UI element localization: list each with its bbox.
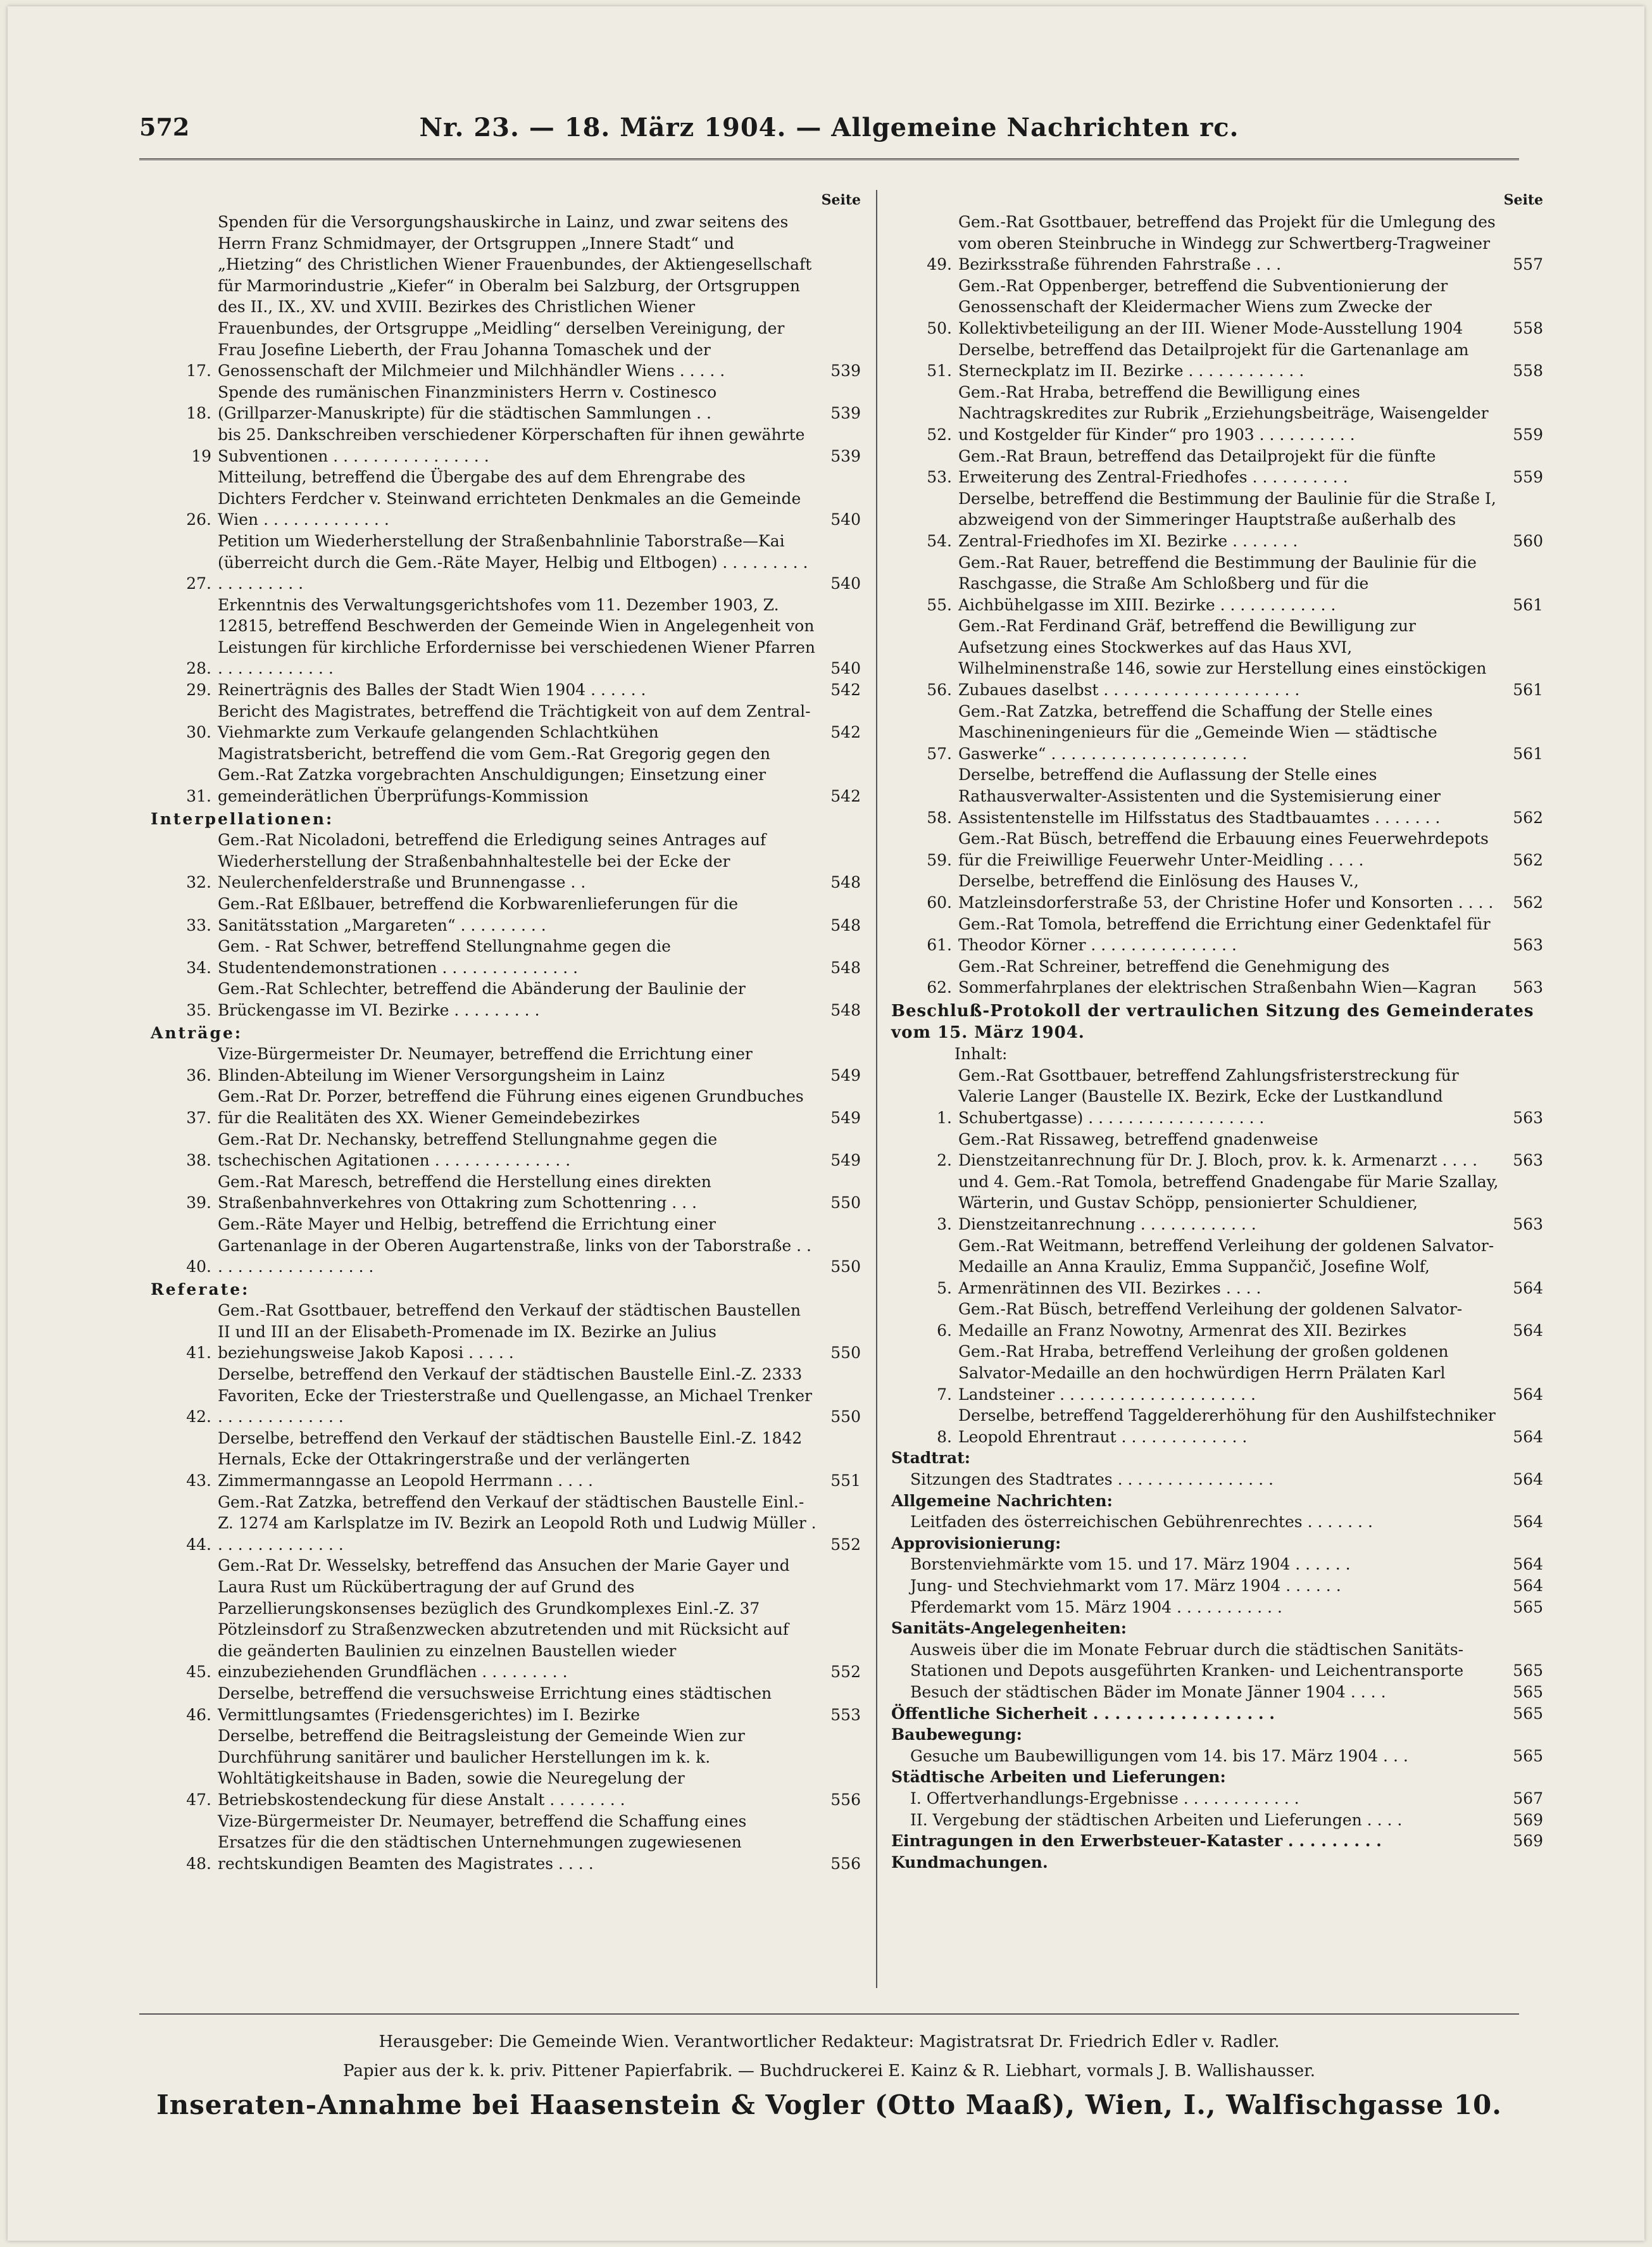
protocol-heading: Beschluß-Protokoll der vertraulichen Sitzung des Gemeinderates vom 15. März 1904. <box>891 1001 1534 1042</box>
index-entry <box>151 531 861 595</box>
entry-text: Gem. - Rat Schwer, betreffend Stellungnahme gegen die Studentendemonstrationen . . . . . . . . . . . . . . <box>218 937 671 977</box>
entry-page: 565 <box>1513 1661 1543 1680</box>
entry-page: 565 <box>1513 1597 1543 1616</box>
entry-page: 563 <box>1513 936 1543 955</box>
index-entry <box>891 701 1543 765</box>
entry-page: 558 <box>1513 362 1543 381</box>
entry-page: 562 <box>1513 893 1543 912</box>
subsection-heading: Approvisionierung: <box>891 1533 1061 1552</box>
entry-text: Derselbe, betreffend den Verkauf der städtischen Baustelle Einl.-Z. 1842 Hernals, Ecke der Ottakringerstraße und der verlängerten Zimmermanngasse an Leopold Herrmann . . . . <box>218 1428 803 1490</box>
index-entry <box>891 339 1543 382</box>
entry-page: 540 <box>830 510 861 529</box>
subsection-heading-entry <box>891 1703 1543 1725</box>
subsection-entry <box>891 1746 1543 1767</box>
section-heading: Anträge: <box>151 1023 243 1042</box>
entry-number: 55. <box>927 595 952 614</box>
entry-page: 563 <box>1513 1151 1543 1170</box>
index-entry <box>151 1492 861 1556</box>
entry-number: 3. <box>937 1214 952 1233</box>
subsection-heading: Sanitäts-Angelegenheiten: <box>891 1619 1127 1638</box>
subsection-heading: Baubewegung: <box>891 1725 1022 1744</box>
entry-text: Derselbe, betreffend die Beitragsleistung der Gemeinde Wien zur Durchführung sanitärer und baulicher Herstellungen im k. k. Wohltätigkeitshause in Baden, sowie die Neuregelung der Betriebskostendeckung für diese Anstalt . . . . . . . . <box>218 1727 745 1809</box>
entry-page: 553 <box>830 1705 861 1724</box>
index-entry <box>891 1341 1543 1405</box>
entry-number: 42. <box>186 1407 211 1426</box>
entry-number: 58. <box>927 808 952 827</box>
entry-page: 563 <box>1513 1108 1543 1127</box>
entry-page: 567 <box>1513 1789 1543 1808</box>
entry-text: Gem.-Rat Zatzka, betreffend die Schaffung der Stelle eines Maschineningenieurs für die „Gemeinde Wien — städtische Gaswerke“ . . . . . . . . . . . . . . . . . . . . <box>958 702 1437 763</box>
entry-number: 35. <box>186 1000 211 1019</box>
index-entry <box>151 1555 861 1683</box>
entry-page: 561 <box>1513 744 1543 763</box>
entry-page: 548 <box>830 958 861 977</box>
entry-page: 540 <box>830 659 861 678</box>
index-entry <box>151 1129 861 1171</box>
entry-number: 43. <box>186 1471 211 1490</box>
entry-number: 29. <box>186 681 211 700</box>
entry-page: 552 <box>830 1535 861 1554</box>
entry-text: und 4. Gem.-Rat Tomola, betreffend Gnadengabe für Marie Szallay, Wärterin, und Gustav Schöpp, pensionierter Schuldiener, Dienstzeitanrechnung . . . . . . . . . . . . <box>958 1172 1499 1233</box>
subsection-heading: Stadtrat: <box>891 1449 970 1468</box>
footer-advertising: Inseraten-Annahme bei Haasenstein & Vogler (Otto Maaß), Wien, I., Walfischgasse 10. <box>156 2089 1502 2120</box>
entry-number: 49. <box>927 255 952 274</box>
entry-page: 564 <box>1513 1513 1543 1532</box>
index-entry <box>151 936 861 978</box>
index-entry <box>151 1428 861 1492</box>
entry-page: 560 <box>1513 531 1543 550</box>
entry-text: Gem.-Rat Tomola, betreffend die Errichtung einer Gedenktafel für Theodor Körner . . . . . . . . . . . . . . . <box>958 914 1491 955</box>
entry-text: Gem.-Räte Mayer und Helbig, betreffend die Errichtung einer Gartenanlage in der Oberen Augartenstraße, links von der Taborstraße . . . . . . . . . . . . . . . . . . <box>218 1214 811 1276</box>
entry-text: Gem.-Rat Eßlbauer, betreffend die Korbwarenlieferungen für die Sanitätsstation „Margareten“ . . . . . . . . . <box>218 895 738 935</box>
entry-text: Gem.-Rat Oppenberger, betreffend die Subventionierung der Genossenschaft der Kleidermacher Wiens zum Zwecke der Kollektivbeteiligung an der III. Wiener Mode-Ausstellung 1904 <box>958 276 1463 337</box>
section-heading: Referate: <box>151 1280 250 1299</box>
entry-text: Gem.-Rat Schlechter, betreffend die Abänderung der Baulinie der Brückengasse im VI. Bezirke . . . . . . . . . <box>218 979 746 1019</box>
index-entry <box>151 1043 861 1086</box>
entry-page: 550 <box>830 1257 861 1276</box>
entry-number: 45. <box>186 1663 211 1682</box>
entry-page: 564 <box>1513 1577 1543 1595</box>
entry-text: Leitfaden des österreichischen Gebührenrechtes . . . . . . . <box>910 1513 1373 1532</box>
index-entry <box>891 914 1543 956</box>
entry-text: Gem.-Rat Schreiner, betreffend die Genehmigung des Sommerfahrplanes der elektrischen Straßenbahn Wien—Kagran <box>958 957 1477 997</box>
entry-text: Derselbe, betreffend den Verkauf der städtischen Baustelle Einl.-Z. 2333 Favoriten, Ecke der Triesterstraße und Quellengasse, an Michael Trenker . . . . . . . . . . . . . <box>218 1365 812 1426</box>
entry-page: 559 <box>1513 468 1543 487</box>
entry-text: Vize-Bürgermeister Dr. Neumayer, betreffend die Schaffung eines Ersatzes für die den städtischen Unternehmungen zugewiesenen rechtskundigen Beamten des Magistrates . . . . <box>218 1811 747 1873</box>
entry-page: 563 <box>1513 978 1543 997</box>
index-entry <box>151 1725 861 1810</box>
entry-text: Gem.-Rat Dr. Porzer, betreffend die Führung eines eigenen Grundbuches für die Realitäten des XX. Wiener Gemeindebezirkes <box>218 1087 804 1127</box>
left-column <box>151 190 861 1874</box>
entry-text: Gesuche um Baubewilligungen vom 14. bis 17. März 1904 . . . <box>910 1746 1408 1765</box>
entry-text: Gem.-Rat Braun, betreffend das Detailprojekt für die fünfte Erweiterung des Zentral-Friedhofes . . . . . . . . . . <box>958 446 1436 487</box>
entry-text: Derselbe, betreffend die Bestimmung der Baulinie für die Straße I, abzweigend von der Simmeringer Hauptstraße außerhalb des Zentral-Friedhofes im XI. Bezirke . . . . . . . <box>958 489 1496 550</box>
index-entry <box>151 1086 861 1128</box>
entry-number: 17. <box>186 362 211 381</box>
entry-number: 37. <box>186 1108 211 1127</box>
contents-label: Inhalt: <box>954 1045 1008 1064</box>
entry-text: Gem.-Rat Dr. Nechansky, betreffend Stellungnahme gegen die tschechischen Agitationen . . . . . . . . . . . . . . <box>218 1130 718 1170</box>
entry-text: II. Vergebung der städtischen Arbeiten und Lieferungen . . . . <box>910 1810 1403 1829</box>
index-entry <box>151 743 861 807</box>
entry-number: 28. <box>186 659 211 678</box>
entry-text: Pferdemarkt vom 15. März 1904 . . . . . . . . . . . <box>910 1597 1282 1616</box>
entry-page: 564 <box>1513 1427 1543 1446</box>
index-entry <box>891 1065 1543 1129</box>
entry-text: Gem.-Rat Gsottbauer, betreffend Zahlungsfristerstreckung für Valerie Langer (Baustelle IX. Bezirk, Ecke der Lustkandlund Schubertgasse) . . . . . . . . . . . . . . . . . . <box>958 1066 1459 1127</box>
index-entry <box>891 211 1543 275</box>
entry-page: 564 <box>1513 1385 1543 1404</box>
entry-page: 564 <box>1513 1278 1543 1297</box>
index-entry <box>151 1683 861 1725</box>
entry-page: 561 <box>1513 595 1543 614</box>
entry-text: Gem.-Rat Büsch, betreffend Verleihung der goldenen Salvator-Medaille an Franz Nowotny, Armenrat des XII. Bezirkes <box>958 1300 1463 1340</box>
subsection-entry <box>891 1575 1543 1597</box>
entry-text: Derselbe, betreffend die versuchsweise Errichtung eines städtischen Vermittlungsamtes (Friedensgerichtes) im I. Bezirke <box>218 1684 772 1724</box>
entry-number: 62. <box>927 978 952 997</box>
entry-page: 563 <box>1513 1214 1543 1233</box>
entry-text: bis 25. Dankschreiben verschiedener Körperschaften für ihnen gewährte Subventionen . . . . . . . . . . . . . . . . <box>218 425 805 465</box>
entry-number: 57. <box>927 744 952 763</box>
entry-text: Sitzungen des Stadtrates . . . . . . . . . . . . . . . . <box>910 1470 1273 1489</box>
subsection-entry <box>891 1597 1543 1618</box>
index-entry <box>151 978 861 1021</box>
index-entry <box>151 893 861 936</box>
footer-rule <box>139 2013 1519 2015</box>
entry-number: 52. <box>927 425 952 444</box>
entry-page: 548 <box>830 873 861 892</box>
entry-text: I. Offertverhandlungs-Ergebnisse . . . . . . . . . . . . <box>910 1789 1299 1808</box>
entry-number: 8. <box>937 1427 952 1446</box>
entry-number: 54. <box>927 531 952 550</box>
entry-page: 539 <box>830 446 861 465</box>
index-entry <box>891 1235 1543 1299</box>
entry-text: Jung- und Stechviehmarkt vom 17. März 1904 . . . . . . <box>910 1577 1341 1595</box>
entry-page: 564 <box>1513 1321 1543 1340</box>
entry-number: 61. <box>927 936 952 955</box>
entry-number: 6. <box>937 1321 952 1340</box>
page-title: Nr. 23. — 18. März 1904. — Allgemeine Nachrichten rc. <box>419 113 1239 142</box>
entry-page: 569 <box>1513 1810 1543 1829</box>
index-entry <box>891 488 1543 552</box>
entry-text: Gem.-Rat Rauer, betreffend die Bestimmung der Baulinie für die Raschgasse, die Straße Am Schloßberg und für die Aichbühelgasse im XIII. Bezirke . . . . . . . . . . . . <box>958 553 1477 614</box>
entry-text: Petition um Wiederherstellung der Straßenbahnlinie Taborstraße—Kai (überreicht durch die Gem.-Räte Mayer, Helbig und Eltbogen) . . . . . . . . . . . . . . . . . . <box>218 531 808 593</box>
seite-label-right: Seite <box>1503 192 1543 208</box>
entry-number: 26. <box>186 510 211 529</box>
entry-number: 50. <box>927 318 952 337</box>
index-entry <box>151 1300 861 1364</box>
entry-number: 36. <box>186 1066 211 1085</box>
entry-page: 550 <box>830 1193 861 1212</box>
entry-text: Derselbe, betreffend Taggeldererhöhung für den Aushilfstechniker Leopold Ehrentraut . . . . . . . . . . . . . <box>958 1406 1496 1446</box>
entry-page: 548 <box>830 916 861 935</box>
page-number: 572 <box>139 113 190 141</box>
entry-text: Gem.-Rat Weitmann, betreffend Verleihung der goldenen Salvator-Medaille an Anna Krauliz, Emma Suppančič, Josefine Wolf, Armenrätinnen des VII. Bezirkes . . . . <box>958 1236 1494 1297</box>
entry-number: 39. <box>186 1193 211 1212</box>
index-entry <box>151 829 861 893</box>
entry-text: Derselbe, betreffend die Einlösung des Hauses V., Matzleinsdorferstraße 53, der Christine Hofer und Konsorten . . . . <box>958 872 1494 912</box>
entry-number: 27. <box>186 574 211 593</box>
entry-text: Vize-Bürgermeister Dr. Neumayer, betreffend die Errichtung einer Blinden-Abteilung im Wiener Versorgungsheim in Lainz <box>218 1045 753 1085</box>
entry-page: 549 <box>830 1066 861 1085</box>
entry-text: Magistratsbericht, betreffend die vom Gem.-Rat Gregorig gegen den Gem.-Rat Zatzka vorgebrachten Anschuldigungen; Einsetzung einer gemeinderätlichen Überprüfungs-Kommission <box>218 744 771 806</box>
subsection-entry <box>891 1639 1543 1682</box>
index-entry <box>151 679 861 701</box>
entry-number: 33. <box>186 916 211 935</box>
entry-text: Eintragungen in den Erwerbsteuer-Kataster . . . . . . . . . <box>891 1832 1382 1851</box>
index-entry <box>891 1405 1543 1447</box>
entry-page: 565 <box>1513 1704 1543 1723</box>
entry-text: Gem.-Rat Maresch, betreffend die Herstellung eines direkten Straßenbahnverkehres von Ottakring zum Schottenring . . . <box>218 1172 711 1212</box>
entry-text: Gem.-Rat Hraba, betreffend die Bewilligung eines Nachtragskredites zur Rubrik „Erziehungsbeiträge, Waisengelder und Kostgelder für Kinder“ pro 1903 . . . . . . . . . . <box>958 382 1489 444</box>
entry-text: Gem.-Rat Dr. Wesselsky, betreffend das Ansuchen der Marie Gayer und Laura Rust um Rückübertragung der auf Grund des Parzellierungskonsenses bezüglich des Grundkomplexes Einl.-Z. 37 Pötzleinsdorf zu Straßenzwecken abzutretenden und mit Rücksicht auf die geänderten Baulinien zu einzelnen Baustellen wieder einzubeziehenden Grundflächen . . . . . . . . . <box>218 1556 790 1682</box>
section-heading: Interpellationen: <box>151 809 334 828</box>
entry-page: 562 <box>1513 808 1543 827</box>
entry-text: Reinerträgnis des Balles der Stadt Wien 1904 . . . . . . <box>218 681 646 700</box>
entry-page: 539 <box>830 362 861 381</box>
entry-text: Derselbe, betreffend die Auflassung der Stelle eines Rathausverwalter-Assistenten und die Systemisierung einer Assistentenstelle im Hilfsstatus des Stadtbauamtes . . . . . . . <box>958 765 1441 827</box>
index-entry <box>151 211 861 382</box>
entry-number: 44. <box>186 1535 211 1554</box>
index-entry <box>891 615 1543 700</box>
entry-page: 542 <box>830 787 861 806</box>
entry-page: 556 <box>830 1854 861 1873</box>
entry-number: 46. <box>186 1705 211 1724</box>
entry-page: 565 <box>1513 1682 1543 1701</box>
entry-page: 565 <box>1513 1746 1543 1765</box>
index-entry <box>891 275 1543 339</box>
index-entry <box>891 828 1543 871</box>
entry-number: 7. <box>937 1385 952 1404</box>
subsection-heading-entry <box>891 1830 1543 1852</box>
index-entry <box>151 701 861 743</box>
subsection-entry <box>891 1788 1543 1810</box>
entry-page: 569 <box>1513 1832 1543 1851</box>
subsection-heading: Kundmachungen. <box>891 1853 1048 1872</box>
entry-page: 549 <box>830 1151 861 1170</box>
subsection-entry <box>891 1469 1543 1490</box>
entry-number: 60. <box>927 893 952 912</box>
header-rule <box>139 158 1519 165</box>
entry-page: 550 <box>830 1407 861 1426</box>
index-entry <box>151 382 861 424</box>
column-divider <box>876 190 877 1988</box>
index-entry <box>151 424 861 467</box>
entry-number: 56. <box>927 681 952 700</box>
entry-text: Gem.-Rat Zatzka, betreffend den Verkauf der städtischen Baustelle Einl.-Z. 1274 am Karlsplatze im IV. Bezirk an Leopold Roth und Ludwig Müller . . . . . . . . . . . . . . <box>218 1492 817 1554</box>
entry-page: 551 <box>830 1471 861 1490</box>
entry-text: Spende des rumänischen Finanzministers Herrn v. Costinesco (Grillparzer-Manuskripte) für die städtischen Sammlungen . . <box>218 382 717 423</box>
index-entry <box>151 1214 861 1278</box>
index-entry <box>891 446 1543 488</box>
entry-number: 32. <box>186 873 211 892</box>
entry-page: 564 <box>1513 1470 1543 1489</box>
entry-page: 562 <box>1513 850 1543 869</box>
entry-text: Gem.-Rat Nicoladoni, betreffend die Erledigung seines Antrages auf Wiederherstellung der Straßenbahnhaltestelle bei der Ecke der Neulerchenfelderstraße und Brunnengasse . . <box>218 831 767 892</box>
entry-text: Gem.-Rat Ferdinand Gräf, betreffend die Bewilligung zur Aufsetzung eines Stockwerkes auf das Haus XVI, Wilhelminenstraße 146, sowie zur Herstellung eines einstöckigen Zubaues daselbst . . . . . . . . . . . . . . . . . . . . <box>958 617 1487 700</box>
entry-number: 47. <box>186 1790 211 1809</box>
entry-number: 1. <box>937 1108 952 1127</box>
entry-page: 540 <box>830 574 861 593</box>
subsection-entry <box>891 1511 1543 1533</box>
index-entry <box>891 382 1543 446</box>
entry-text: Spenden für die Versorgungshauskirche in Lainz, und zwar seitens des Herrn Franz Schmidmayer, der Ortsgruppen „Innere Stadt“ und „Hietzing“ des Christlichen Wiener Frauenbundes, der Aktiengesellschaft für Marmorindustrie „Kiefer“ in Oberalm bei Salzburg, der Ortsgruppen des II., IX., XV. und XVIII. Bezirkes des Christlichen Wiener Frauenbundes, der Ortsgruppe „Meidling“ derselben Vereinigung, der Frau Josefine Lieberth, der Frau Johanna Tomaschek und der Genossenschaft der Milchmeier und Milchhändler Wiens . . . . . <box>218 213 812 381</box>
footer-printer: Papier aus der k. k. priv. Pittener Papierfabrik. — Buchdruckerei E. Kainz & R. Liebhart, vormals J. B. Wallishausser. <box>343 2061 1315 2080</box>
entry-number: 19 <box>191 446 211 465</box>
entry-text: Bericht des Magistrates, betreffend die Trächtigkeit von auf dem Zentral-Viehmarkte zum Verkaufe gelangenden Schlachtkühen <box>218 702 811 742</box>
entry-page: 542 <box>830 681 861 700</box>
index-entry <box>891 1129 1543 1171</box>
entry-number: 5. <box>937 1278 952 1297</box>
index-entry <box>891 764 1543 828</box>
entry-number: 2. <box>937 1151 952 1170</box>
entry-text: Gem.-Rat Gsottbauer, betreffend das Projekt für die Umlegung des vom oberen Steinbruche in Windegg zur Schwertberg-Tragweiner Bezirksstraße führenden Fahrstraße . . . <box>958 213 1496 274</box>
index-entry <box>151 1364 861 1428</box>
index-entry <box>891 552 1543 616</box>
entry-number: 53. <box>927 468 952 487</box>
entry-page: 548 <box>830 1000 861 1019</box>
entry-page: 539 <box>830 404 861 423</box>
entry-page: 559 <box>1513 425 1543 444</box>
entry-number: 48. <box>186 1854 211 1873</box>
index-entry <box>891 1299 1543 1341</box>
entry-number: 34. <box>186 958 211 977</box>
entry-page: 564 <box>1513 1555 1543 1574</box>
entry-page: 561 <box>1513 681 1543 700</box>
entry-page: 542 <box>830 723 861 742</box>
subsection-entry <box>891 1682 1543 1703</box>
entry-text: Erkenntnis des Verwaltungsgerichtshofes vom 11. Dezember 1903, Z. 12815, betreffend Beschwerden der Gemeinde Wien in Angelegenheit von Leistungen für kirchliche Erfordernisse bei verschiedenen Wiener Pfarren . . . . . . . . . . . . <box>218 595 815 678</box>
entry-text: Ausweis über die im Monate Februar durch die städtischen Sanitäts-Stationen und Depots ausgeführten Kranken- und Leichentransporte <box>910 1640 1464 1680</box>
entry-text: Mitteilung, betreffend die Übergabe des auf dem Ehrengrabe des Dichters Ferdcher v. Steinwand errichteten Denkmales an die Gemeinde Wien . . . . . . . . . . . . . <box>218 468 801 529</box>
index-entry <box>891 1171 1543 1235</box>
entry-number: 30. <box>186 723 211 742</box>
entry-number: 18. <box>186 404 211 423</box>
entry-page: 549 <box>830 1108 861 1127</box>
index-entry <box>151 1811 861 1875</box>
entry-text: Derselbe, betreffend das Detailprojekt für die Gartenanlage am Sterneckplatz im II. Bezirke . . . . . . . . . . . . <box>958 340 1469 381</box>
entry-page: 557 <box>1513 255 1543 274</box>
subsection-heading: Allgemeine Nachrichten: <box>891 1491 1113 1510</box>
entry-number: 41. <box>186 1344 211 1363</box>
entry-text: Gem.-Rat Rissaweg, betreffend gnadenweise Dienstzeitanrechnung für Dr. J. Bloch, prov. k. k. Armenarzt . . . . <box>958 1130 1478 1170</box>
entry-page: 558 <box>1513 318 1543 337</box>
entry-text: Öffentliche Sicherheit . . . . . . . . . . . . . . . . . <box>891 1704 1275 1723</box>
entry-text: Besuch der städtischen Bäder im Monate Jänner 1904 . . . . <box>910 1682 1386 1701</box>
entry-page: 552 <box>830 1663 861 1682</box>
subsection-entry <box>891 1810 1543 1831</box>
entry-text: Gem.-Rat Büsch, betreffend die Erbauung eines Feuerwehrdepots für die Freiwillige Feuerwehr Unter-Meidling . . . . <box>958 829 1489 869</box>
index-entry <box>151 467 861 531</box>
index-entry <box>891 956 1543 998</box>
entry-number: 51. <box>927 362 952 381</box>
subsection-entry <box>891 1554 1543 1575</box>
index-entry <box>151 1171 861 1214</box>
entry-number: 31. <box>186 787 211 806</box>
entry-number: 59. <box>927 850 952 869</box>
entry-number: 38. <box>186 1151 211 1170</box>
entry-page: 550 <box>830 1344 861 1363</box>
index-entry <box>891 871 1543 913</box>
seite-label-left: Seite <box>821 192 861 208</box>
page-header <box>139 113 1519 151</box>
index-entry <box>151 595 861 679</box>
entry-text: Gem.-Rat Hraba, betreffend Verleihung der großen goldenen Salvator-Medaille an den hochwürdigen Herrn Prälaten Karl Landsteiner . . . . . . . . . . . . . . . . . . . . <box>958 1342 1449 1404</box>
right-column <box>891 190 1543 1873</box>
entry-text: Gem.-Rat Gsottbauer, betreffend den Verkauf der städtischen Baustellen II und III an der Elisabeth-Promenade im IX. Bezirke an Julius beziehungsweise Jakob Kaposi . . . . . <box>218 1301 801 1363</box>
subsection-heading: Städtische Arbeiten und Lieferungen: <box>891 1768 1226 1787</box>
footer-publisher: Herausgeber: Die Gemeinde Wien. Verantwortlicher Redakteur: Magistratsrat Dr. Friedrich Edler v. Radler. <box>379 2032 1280 2051</box>
entry-page: 556 <box>830 1790 861 1809</box>
entry-number: 40. <box>186 1257 211 1276</box>
entry-text: Borstenviehmärkte vom 15. und 17. März 1904 . . . . . . <box>910 1555 1351 1574</box>
